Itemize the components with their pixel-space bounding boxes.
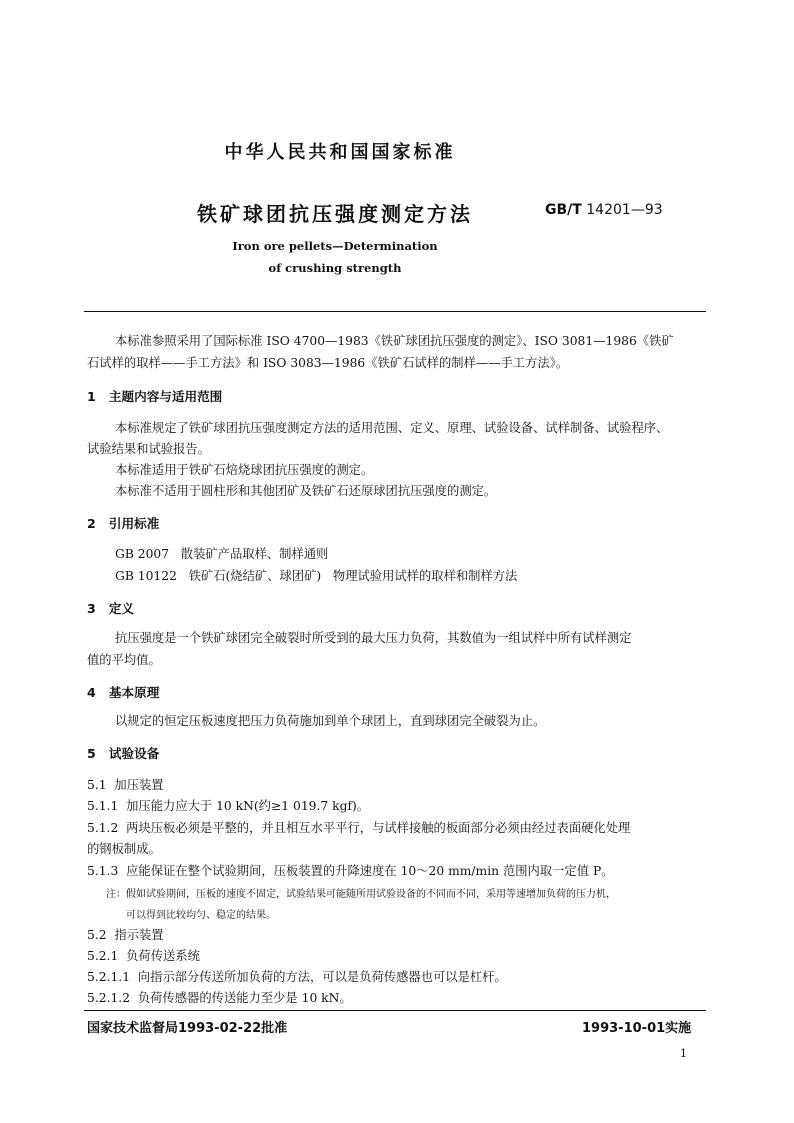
section-1-para1-line1: 本标准规定了铁矿球团抗压强度测定方法的适用范围、定义、原理、试验设备、试样制备、试验程序、 (115, 421, 669, 435)
clause-text: 负荷传送系统 (126, 949, 200, 963)
definition-line2: 值的平均值。 (87, 653, 161, 667)
section-number: 4 (87, 685, 96, 700)
section-3-heading (87, 598, 134, 617)
header-divider (84, 311, 706, 312)
clause-5-1-2-continued: 的钢板制成。 (87, 842, 161, 856)
section-1-para2: 本标准适用于铁矿石焙烧球团抗压强度的测定。 (115, 463, 374, 477)
standard-code: 14201—93 (581, 202, 663, 218)
national-standard-heading: 中华人民共和国国家标准 (224, 142, 456, 163)
section-5-heading (87, 743, 159, 762)
clause-number: 5.1.2 (87, 821, 119, 835)
clause-number: 5.2 (87, 928, 107, 942)
clause-5-2-1 (87, 946, 200, 966)
clause-number: 5.2.1.1 (87, 970, 131, 984)
section-number: 2 (87, 516, 96, 531)
section-title: 基本原理 (108, 685, 160, 700)
clause-5-2-1-2 (87, 988, 352, 1008)
clause-5-1-3 (87, 861, 614, 881)
section-number: 3 (87, 601, 96, 616)
section-title: 主题内容与适用范围 (108, 389, 223, 404)
clause-text: 负荷传感器的传送能力至少是 10 kN。 (137, 991, 352, 1005)
section-1-heading (87, 386, 222, 405)
section-title: 引用标准 (108, 516, 160, 531)
clause-5-1 (87, 775, 164, 795)
clause-number: 5.1.3 (87, 864, 119, 878)
clause-5-1-1 (87, 796, 369, 816)
section-1-para3: 本标准不适用于圆柱形和其他团矿及铁矿石还原球团抗压强度的测定。 (115, 484, 497, 498)
clause-5-2 (87, 925, 164, 945)
english-title-line2: of crushing strength (268, 261, 402, 275)
section-number: 1 (87, 389, 96, 404)
clause-text: 加压能力应大于 10 kN(约≥1 019.7 kgf)。 (126, 799, 370, 813)
page-number: 1 (680, 1047, 687, 1060)
standard-prefix: GB/T (545, 202, 582, 218)
implementation-date: 1993-10-01实施 (582, 1021, 692, 1036)
clause-text: 指示装置 (114, 928, 164, 942)
clause-text: 向指示部分传送所加负荷的方法，可以是负荷传感器也可以是杠杆。 (137, 970, 507, 984)
section-2-heading (87, 513, 159, 532)
approval-date: 国家技术监督局1993-02-22批准 (87, 1021, 288, 1036)
document-title: 铁矿球团抗压强度测定方法 (197, 202, 473, 226)
footer-divider (84, 1010, 706, 1011)
section-4-heading (87, 682, 159, 701)
principle-text: 以规定的恒定压板速度把压力负荷施加到单个球团上，直到球团完全破裂为止。 (115, 714, 546, 728)
reference-gb10122: GB 10122 铁矿石(烧结矿、球团矿) 物理试验用试样的取样和制样方法 (115, 569, 518, 583)
clause-text: 加压装置 (114, 778, 164, 792)
reference-gb2007: GB 2007 散装矿产品取样、制样通则 (115, 547, 329, 561)
clause-text: 应能保证在整个试验期间，压板装置的升降速度在 10～20 mm/min 范围内取一定值 P。 (126, 864, 614, 878)
clause-number: 5.1.1 (87, 799, 119, 813)
intro-line2: 石试样的取样——手工方法》和 ISO 3083—1986《铁矿石试样的制样——手工方法》。 (87, 356, 569, 370)
english-title-line1: Iron ore pellets—Determination (232, 239, 438, 253)
definition-line1: 抗压强度是一个铁矿球团完全破裂时所受到的最大压力负荷，其数值为一组试样中所有试样测定 (115, 631, 632, 645)
clause-text: 两块压板必须是平整的，并且相互水平平行，与试样接触的板面部分必须由经过表面硬化处理 (126, 821, 631, 835)
clause-number: 5.2.1 (87, 949, 119, 963)
note-line2: 可以得到比较均匀、稳定的结果。 (126, 910, 276, 921)
clause-5-1-2 (87, 818, 630, 838)
section-number: 5 (87, 746, 96, 761)
note-line1: 注：假如试验期间，压板的速度不固定，试验结果可能随所用试验设备的不同而不同，采用等速增加负荷的压力机， (106, 889, 616, 900)
intro-line1: 本标准参照采用了国际标准 ISO 4700—1983《铁矿球团抗压强度的测定》、ISO 3081—1986《铁矿 (115, 334, 674, 348)
clause-number: 5.1 (87, 778, 107, 792)
section-title: 试验设备 (108, 746, 160, 761)
section-1-para1-line2: 试验结果和试验报告。 (87, 442, 210, 456)
standard-number (545, 202, 663, 218)
section-title: 定义 (108, 601, 135, 616)
clause-5-2-1-1 (87, 967, 507, 987)
clause-number: 5.2.1.2 (87, 991, 131, 1005)
